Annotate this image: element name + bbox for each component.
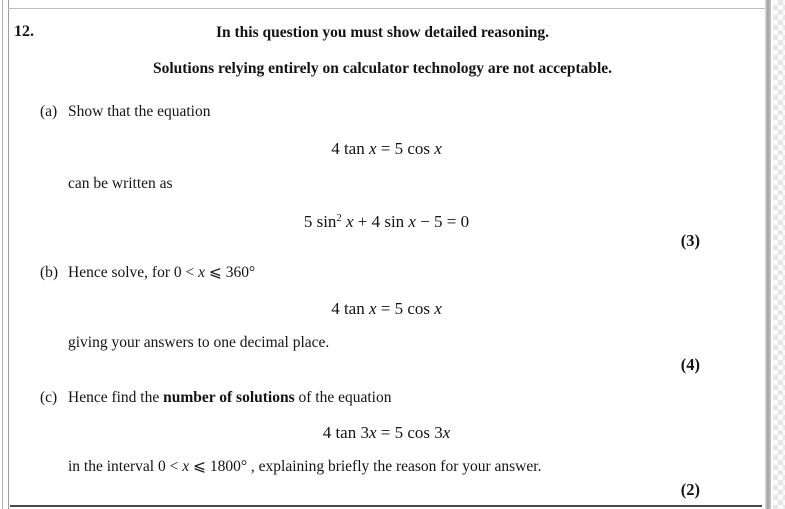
- text-segment: in the interval 0 <: [68, 458, 183, 475]
- question-box-bottom-border: [10, 505, 762, 507]
- page-right-edge-bar: [765, 0, 771, 509]
- equation-text: − 5 = 0: [415, 212, 470, 231]
- equation-variable: x: [182, 458, 190, 475]
- part-c-outro-text: [68, 458, 541, 476]
- equation-variable: x: [345, 212, 354, 231]
- equation-text: 4 tan: [331, 139, 369, 158]
- equation-text: = 5 cos: [376, 299, 435, 318]
- equation-variable: x: [442, 423, 451, 442]
- equation-variable: x: [368, 423, 377, 442]
- part-b-intro-text: [68, 264, 255, 282]
- equation-superscript: 2: [336, 212, 342, 224]
- part-c-intro-text: [68, 389, 391, 407]
- part-a-marks: (3): [680, 231, 700, 250]
- equation-variable: x: [408, 212, 416, 231]
- equation-text: 4 tan 3: [322, 423, 369, 442]
- text-segment: of the equation: [294, 389, 392, 406]
- text-segment: Hence find the: [68, 389, 164, 406]
- transparency-checkerboard: [773, 0, 785, 509]
- part-c-equation: [8, 423, 765, 443]
- part-a-result-equation: [8, 212, 765, 232]
- equation-variable: x: [198, 264, 206, 281]
- part-a-given-equation: [8, 139, 765, 159]
- part-b-label: (b): [40, 264, 59, 281]
- part-c-marks: (2): [680, 480, 700, 499]
- part-c-label: (c): [40, 389, 58, 406]
- part-b-equation: [8, 299, 765, 319]
- part-a-intro-text: Show that the equation: [68, 103, 211, 120]
- part-b-marks: (4): [680, 355, 700, 374]
- part-b-outro-text: giving your answers to one decimal place.: [68, 334, 330, 351]
- equation-text: + 4 sin: [353, 212, 409, 231]
- text-segment-bold: number of solutions: [163, 389, 295, 406]
- equation-text: 4 tan: [331, 299, 369, 318]
- text-segment: Hence solve, for 0 <: [68, 264, 199, 281]
- equation-text: 5 sin: [303, 212, 337, 231]
- equation-variable: x: [368, 299, 377, 318]
- text-segment: ⩽ 1800° , explaining briefly the reason for your answer.: [189, 458, 542, 475]
- equation-variable: x: [434, 139, 442, 158]
- part-a-link-text: can be written as: [68, 175, 173, 192]
- equation-text: = 5 cos: [376, 139, 435, 158]
- question-box-top-border: [8, 8, 765, 9]
- equation-variable: x: [434, 299, 442, 318]
- question-number: 12.: [14, 23, 34, 40]
- equation-text: = 5 cos 3: [376, 423, 443, 442]
- instruction-line-1: In this question you must show detailed reasoning.: [215, 24, 550, 41]
- equation-variable: x: [368, 139, 377, 158]
- instruction-line-2: Solutions relying entirely on calculator technology are not acceptable.: [152, 60, 613, 77]
- part-a-label: (a): [40, 103, 58, 120]
- text-segment: ⩽ 360°: [205, 264, 256, 281]
